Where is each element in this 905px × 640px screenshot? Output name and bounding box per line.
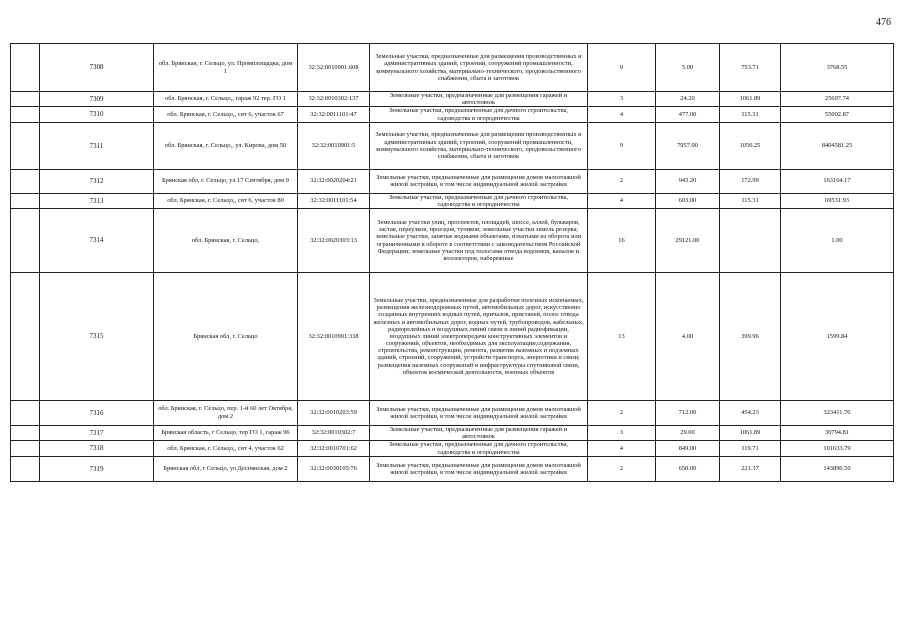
use-group: 2 [588, 169, 656, 193]
address-cell: Брянская область, г Сельцо, тер ГО 1, гараж 96 [154, 426, 298, 441]
cadastral-number: 32:32:0010901:608 [298, 44, 370, 92]
blank-cell [11, 169, 40, 193]
record-number: 7312 [40, 169, 154, 193]
use-group: 4 [588, 107, 656, 122]
table-row [11, 456, 894, 481]
specific-value-cell: 1061.89 [720, 92, 781, 107]
address-cell: обл. Брянская, г. Сельцо,, снт 4, участок 62 [154, 441, 298, 456]
record-number: 7317 [40, 426, 154, 441]
record-number: 7313 [40, 193, 154, 208]
area-cell: 477.00 [656, 107, 720, 122]
cadastral-number: 32:32:0020303:13 [298, 209, 370, 273]
blank-cell [11, 92, 40, 107]
table-row [11, 169, 894, 193]
area-cell: 4.00 [656, 273, 720, 401]
use-group: 4 [588, 193, 656, 208]
area-cell: 5.00 [656, 44, 720, 92]
table-row [11, 401, 894, 426]
blank-cell [11, 107, 40, 122]
area-cell: 603.00 [656, 193, 720, 208]
land-use-cell: Земельные участки, предназначенные для дачного строительства, садоводства и огородничества [370, 107, 588, 122]
specific-value-cell: 172.99 [720, 169, 781, 193]
blank-cell [11, 44, 40, 92]
use-group: 2 [588, 401, 656, 426]
cadastral-number: 32:32:0010901:338 [298, 273, 370, 401]
cadastral-value-cell: 8404581.25 [781, 122, 894, 169]
cadastral-number: 32:32:0030105:76 [298, 456, 370, 481]
use-group: 2 [588, 456, 656, 481]
area-cell: 849.00 [656, 441, 720, 456]
land-use-cell: Земельные участки, предназначенные для дачного строительства, садоводства и огородничества [370, 441, 588, 456]
land-use-cell: Земельные участки, предназначенные для размещения гаражей и автостоянок [370, 92, 588, 107]
cadastral-value-cell: 55002.87 [781, 107, 894, 122]
blank-cell [11, 441, 40, 456]
address-cell: обл. Брянская, г. Сельцо,, гараж 92 тер. ГО 1 [154, 92, 298, 107]
use-group: 4 [588, 441, 656, 456]
land-use-cell: Земельные участки улиц, проспектов, площадей, шоссе, аллей, бульваров, застав, переулков, проездов, тупиков; земельные участки земель резерва; земельные участки, занятые водными объектами, изъятыми из оборота или ограниченными в обороте в соответствии с законодательством Российской Федерации; земельные участки под полосами отвода водоемов, каналов и коллекторов, набережные [370, 209, 588, 273]
cadastral-value-cell: 163164.17 [781, 169, 894, 193]
address-cell: Брянская обл, г. Сельцо [154, 273, 298, 401]
cadastral-number: 32:32:0010203:59 [298, 401, 370, 426]
land-use-cell: Земельные участки, предназначенные для разработки полезных ископаемых, размещения железнодорожных путей, автомобильных дорог, искусственно созданных внутренних водных путей, причалов, пристаней, полос отвода железных и автомобильных дорог, водных путей, трубопроводов, кабельных, радиорелейных и воздушных линий связи и линий радиофикации, воздушных линий электропередачи конструктивных элементов и сооружений, объектов, необходимых для эксплуатации,содержания, строительства, реконструкции, ремонта, развития наземных и подземных зданий, строений, сооружений, устройств транспорта, энергетики и связи; размещения наземных сооружений и инфраструктуры спутниковой связи, объектов космической деятельности, военных объектов [370, 273, 588, 401]
specific-value-cell: 753.71 [720, 44, 781, 92]
area-cell: 712.00 [656, 401, 720, 426]
area-cell: 29.00 [656, 426, 720, 441]
blank-cell [11, 401, 40, 426]
address-cell: обл. Брянская, г. Сельцо, ул. Промплощадка, дом 1 [154, 44, 298, 92]
area-cell: 29121.00 [656, 209, 720, 273]
use-group: 16 [588, 209, 656, 273]
area-cell: 7957.00 [656, 122, 720, 169]
record-number: 7308 [40, 44, 154, 92]
address-cell: обл. Брянская, г. Сельцо, пер. 1-й 60 лет Октября, дом 2 [154, 401, 298, 426]
table-row [11, 107, 894, 122]
cadastral-value-cell: 101633.79 [781, 441, 894, 456]
address-cell: Брянская обл, г Сельцо, ул Деснянская, дом 2 [154, 456, 298, 481]
specific-value-cell: 115.31 [720, 193, 781, 208]
cadastral-number: 32:32:0011101:54 [298, 193, 370, 208]
table-row [11, 44, 894, 92]
table-row [11, 209, 894, 273]
record-number: 7316 [40, 401, 154, 426]
cadastral-value-cell: 25697.74 [781, 92, 894, 107]
area-cell: 24.20 [656, 92, 720, 107]
cadastral-number: 32:32:0010302:7 [298, 426, 370, 441]
table-row [11, 92, 894, 107]
cadastral-value-table [10, 43, 894, 482]
specific-value-cell: 119.71 [720, 441, 781, 456]
use-group: 3 [588, 426, 656, 441]
land-use-cell: Земельные участки, предназначенные для размещения производственных и административных зданий, строений, сооружений промышленности, коммунального хозяйства, материально-технического, продовольственного снабжения, сбыта и заготовок [370, 44, 588, 92]
specific-value-cell: 115.31 [720, 107, 781, 122]
table-row [11, 426, 894, 441]
table-row [11, 441, 894, 456]
blank-cell [11, 193, 40, 208]
cadastral-value-cell: 69531.93 [781, 193, 894, 208]
land-use-cell: Земельные участки, предназначенные для дачного строительства, садоводства и огородничества [370, 193, 588, 208]
cadastral-number: 32:32:0020204:21 [298, 169, 370, 193]
cadastral-number: 32:32:0011101:47 [298, 107, 370, 122]
area-cell: 943.20 [656, 169, 720, 193]
record-number: 7310 [40, 107, 154, 122]
address-cell: обл. Брянская, г. Сельцо,, ул. Кирова, дом 50 [154, 122, 298, 169]
table-row [11, 273, 894, 401]
use-group: 3 [588, 92, 656, 107]
area-cell: 650.00 [656, 456, 720, 481]
specific-value-cell [720, 209, 781, 273]
specific-value-cell: 221.37 [720, 456, 781, 481]
cadastral-number: 32:32:0010302:137 [298, 92, 370, 107]
land-use-cell: Земельные участки, предназначенные для размещения домов малоэтажной жилой застройки, в том числе индивидуальной жилой застройки [370, 401, 588, 426]
address-cell: обл. Брянская, г. Сельцо,, снт 6, участок 80 [154, 193, 298, 208]
address-cell: Брянская обл, г. Сельцо, ул 17 Сентября, дом 9 [154, 169, 298, 193]
table-row [11, 122, 894, 169]
record-number: 7311 [40, 122, 154, 169]
cadastral-number: 32:32:0010901:5 [298, 122, 370, 169]
record-number: 7309 [40, 92, 154, 107]
cadastral-value-cell: 1599.84 [781, 273, 894, 401]
land-use-cell: Земельные участки, предназначенные для размещения производственных и административных зданий, строений, сооружений промышленности, коммунального хозяйства, материально-технического, продовольственного снабжения, сбыта и заготовок [370, 122, 588, 169]
specific-value-cell: 399.96 [720, 273, 781, 401]
cadastral-value-cell: 3768.55 [781, 44, 894, 92]
record-number: 7319 [40, 456, 154, 481]
page-number: 476 [876, 17, 891, 28]
blank-cell [11, 209, 40, 273]
cadastral-value-cell: 323411.76 [781, 401, 894, 426]
specific-value-cell: 1056.25 [720, 122, 781, 169]
land-use-cell: Земельные участки, предназначенные для размещения домов малоэтажной жилой застройки, в том числе индивидуальной жилой застройки [370, 456, 588, 481]
record-number: 7314 [40, 209, 154, 273]
blank-cell [11, 122, 40, 169]
land-use-cell: Земельные участки, предназначенные для размещения гаражей и автостоянок [370, 426, 588, 441]
address-cell: обл. Брянская, г. Сельцо, [154, 209, 298, 273]
cadastral-value-cell: 143890.50 [781, 456, 894, 481]
land-use-cell: Земельные участки, предназначенные для размещения домов малоэтажной жилой застройки, в том числе индивидуальной жилой застройки [370, 169, 588, 193]
specific-value-cell: 1061.89 [720, 426, 781, 441]
use-group: 13 [588, 273, 656, 401]
specific-value-cell: 454.23 [720, 401, 781, 426]
address-cell: обл. Брянская, г. Сельцо,, снт 6, участок 67 [154, 107, 298, 122]
cadastral-number: 32:32:0010701:62 [298, 441, 370, 456]
record-number: 7315 [40, 273, 154, 401]
blank-cell [11, 456, 40, 481]
cadastral-value-cell: 1.00 [781, 209, 894, 273]
blank-cell [11, 426, 40, 441]
record-number: 7318 [40, 441, 154, 456]
table-row [11, 193, 894, 208]
cadastral-value-cell: 30794.81 [781, 426, 894, 441]
use-group: 9 [588, 122, 656, 169]
use-group: 9 [588, 44, 656, 92]
blank-cell [11, 273, 40, 401]
